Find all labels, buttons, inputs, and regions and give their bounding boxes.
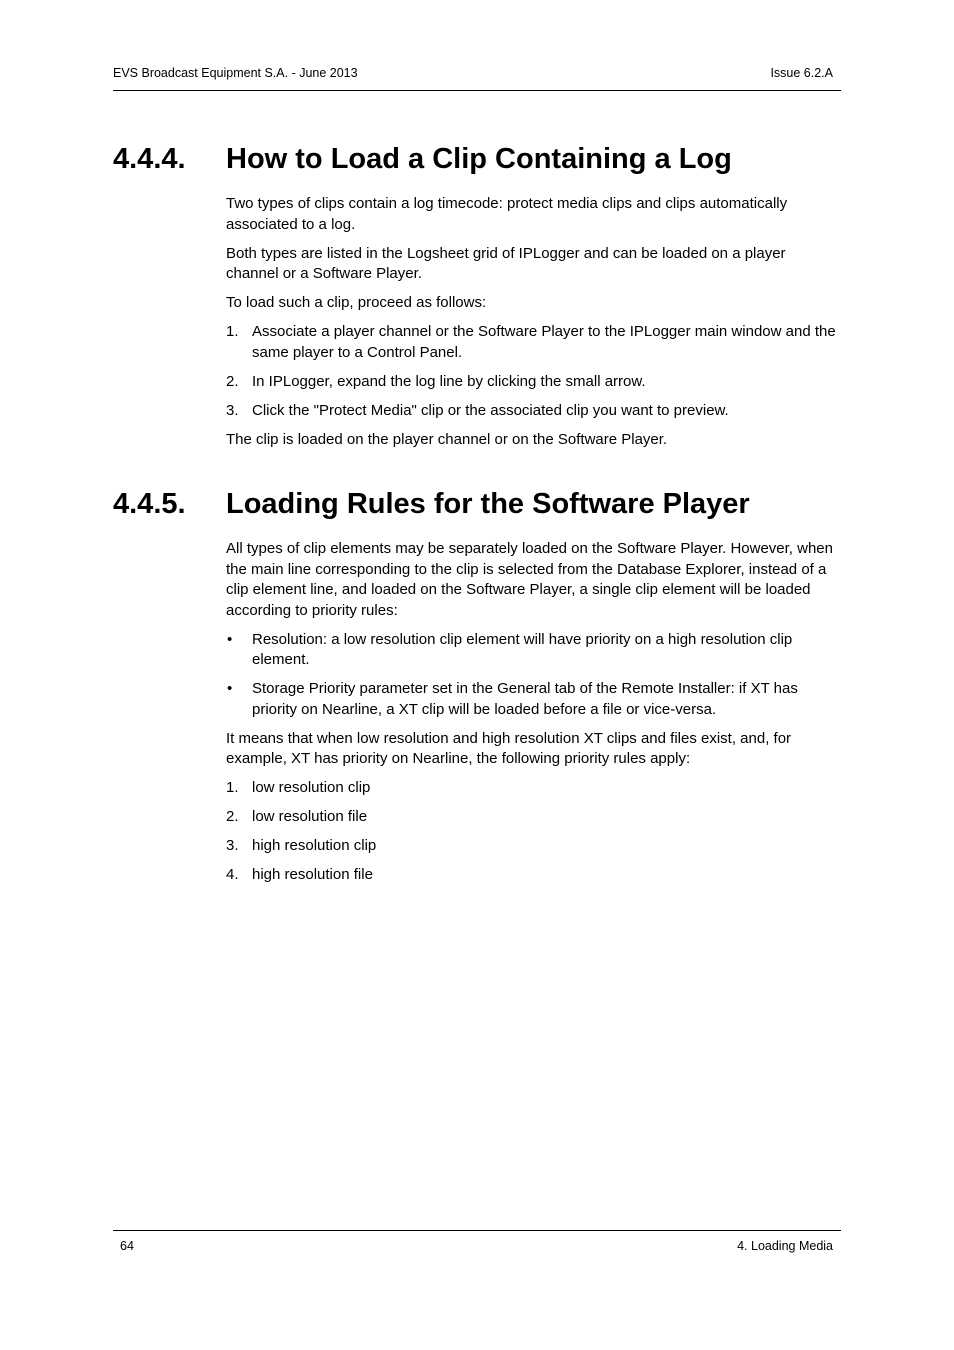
rule-number: 2. xyxy=(226,808,239,825)
paragraph: The clip is loaded on the player channel or on the Software Player. xyxy=(226,430,668,448)
step-text: In IPLogger, expand the log line by clicking the small arrow. xyxy=(252,372,646,390)
step-text: Click the "Protect Media" clip or the associated clip you want to preview. xyxy=(252,401,729,419)
bullet-marker: • xyxy=(227,630,233,648)
priority-rule xyxy=(226,865,841,886)
paragraph: It means that when low resolution and high resolution XT clips and files exist, and, for example, XT has priority on Nearline, the following priority rules apply: xyxy=(226,729,792,767)
rule-text: low resolution clip xyxy=(252,779,371,796)
step-number: 1. xyxy=(226,323,239,340)
rule-text: high resolution clip xyxy=(252,837,377,854)
bullet-marker: • xyxy=(227,680,233,697)
page-number: 64 xyxy=(120,1239,134,1253)
numbered-step xyxy=(226,372,841,393)
paragraph: All types of clip elements may be separately loaded on the Software Player. However, when the main line corresponding to the clip is selected from the Database Explorer, instead of a clip element line, and loaded on the Software Player, a single clip element will be loaded according to priority rules: xyxy=(226,540,833,619)
bullet-text: Storage Priority parameter set in the General tab of the Remote Installer: if XT has priority on Nearline, a XT clip will be loaded before a file or vice-versa. xyxy=(252,680,798,718)
section-heading-4-4-5 xyxy=(113,486,841,522)
bullet-item xyxy=(226,679,841,720)
bullet-item xyxy=(226,630,841,671)
rule-number: 1. xyxy=(226,779,239,796)
rule-text: low resolution file xyxy=(252,808,368,825)
priority-rule xyxy=(226,778,841,799)
section-number: 4.4.5. xyxy=(113,488,186,520)
paragraph: To load such a clip, proceed as follows: xyxy=(226,294,487,311)
paragraph: Both types are listed in the Logsheet grid of IPLogger and can be loaded on a player channel or a Software Player. xyxy=(226,244,786,282)
rule-number: 4. xyxy=(226,866,239,883)
page-footer xyxy=(113,1230,841,1255)
numbered-step xyxy=(226,401,841,422)
header-issue: Issue 6.2.A xyxy=(770,66,833,80)
section-number: 4.4.4. xyxy=(113,143,186,175)
section-body-4-4-5 xyxy=(226,539,841,894)
footer-chapter: 4. Loading Media xyxy=(737,1239,833,1253)
step-text: Associate a player channel or the Software Player to the IPLogger main window and the same player to a Control Panel. xyxy=(252,323,836,361)
rule-number: 3. xyxy=(226,837,239,854)
section-title: Loading Rules for the Software Player xyxy=(226,488,750,520)
paragraph: Two types of clips contain a log timecode: protect media clips and clips automatically associated to a log. xyxy=(226,195,788,233)
priority-rule xyxy=(226,807,841,828)
section-body-4-4-4 xyxy=(226,194,841,459)
section-title: How to Load a Clip Containing a Log xyxy=(226,143,732,175)
section-heading-4-4-4 xyxy=(113,141,841,177)
step-number: 2. xyxy=(226,372,239,390)
bullet-text: Resolution: a low resolution clip element will have priority on a high resolution clip element. xyxy=(252,630,793,668)
priority-rule xyxy=(226,836,841,857)
step-number: 3. xyxy=(226,401,239,419)
rule-text: high resolution file xyxy=(252,866,373,883)
header-publisher: EVS Broadcast Equipment S.A. - June 2013 xyxy=(113,66,358,80)
numbered-step xyxy=(226,322,841,363)
page-header xyxy=(113,64,841,91)
